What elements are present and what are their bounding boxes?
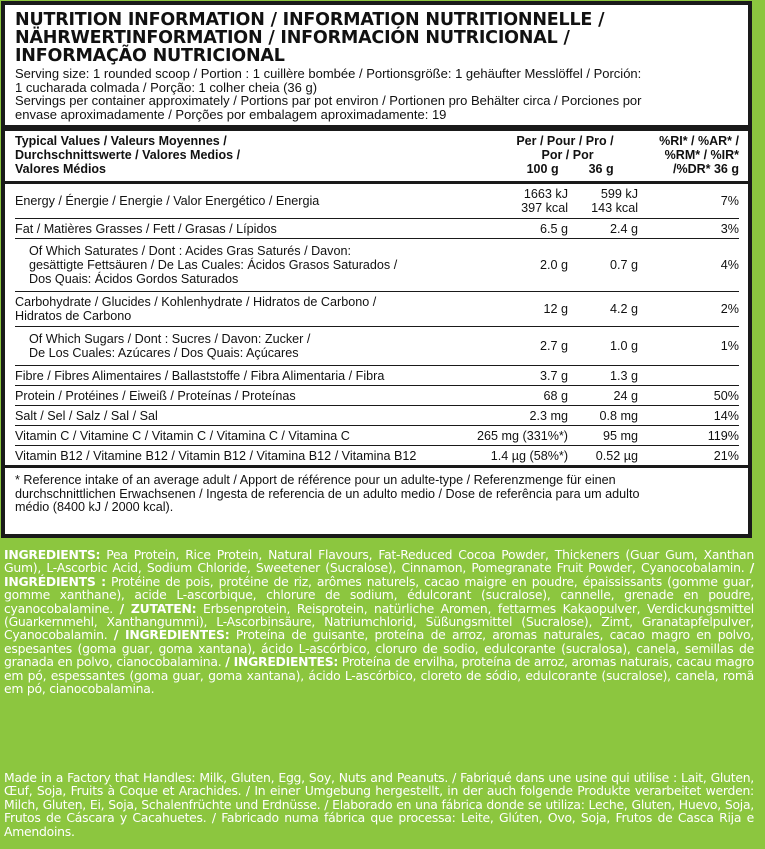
row-value-100g: 12 g [477,292,571,327]
row-label: Fat / Matières Grasses / Fett / Grasas / Lípidos [15,219,477,239]
ingredients-label-en: INGREDIENTS: [4,547,101,562]
row-value-ri [641,366,739,386]
serving-size-line: 1 cucharada colmada / Porção: 1 colher cheia (36 g) [15,79,318,95]
row-label: Vitamin C / Vitamine C / Vitamin C / Vitamina C / Vitamina C [15,426,477,446]
row-value-36g: 0.8 mg [571,406,641,426]
table-row-vitamin-b12 [15,446,739,466]
ingredients-text-en: Pea Protein, Rice Protein, Natural Flavours, Fat-Reduced Cocoa Powder, Thickeners (Guar Gum, Xanthan Gum), L-Ascorbic Acid, Sodium Chloride, Sweetener (Sucralose), Cinnamon, Pomegranate Fruit Powder, Cyanocobalamin. [4,547,754,576]
header-100g: 100 g [526,162,559,176]
row-value-100g: 2.7 g [477,327,571,366]
row-value-100g: 1663 kJ 397 kcal [477,184,571,219]
table-row-carbohydrate [15,292,739,327]
row-value-36g: 0.7 g [571,239,641,292]
serving-info [15,67,739,121]
row-label: Fibre / Fibres Alimentaires / Ballaststoffe / Fibra Alimentaria / Fibra [15,366,477,386]
row-label: Of Which Saturates / Dont : Acides Gras Saturés / Davon: gesättigte Fettsäuren / De Las Cuales: Ácidos Grasos Saturados / Dos Quais: Ácidos Gordos Saturados [15,239,477,292]
allergen-factory-statement: Made in a Factory that Handles: Milk, Gluten, Egg, Soy, Nuts and Peanuts. / Fabriqué dans une usine qui utilise : Lait, Gluten, Œuf, Soja, Fruits à Coque et Arachides. / In einer Umgebung hergestellt, in der auch folgende Produkte verarbeitet werden: Milch, Gluten, Ei, Soja, Schalenfrüchte und Erdnüsse. / Elaborado en una fábrica donde se utiliza: Leche, Gluten, Huevo, Soja, Frutos de Cáscara y Cacahuetes. / Fabricado numa fábrica que processa: Leite, Glúten, Ovo, Soja, Frutos de Casca Rija e Amendoins. [4,770,754,839]
nutrition-panel [1,1,752,538]
row-value-100g: 1.4 µg (58%*) [477,446,571,466]
row-value-ri: 50% [641,386,739,406]
row-label: Of Which Sugars / Dont : Sucres / Davon: Zucker / De Los Cuales: Azúcares / Dos Quais: Açúcares [15,327,477,366]
table-header-row [15,131,739,181]
row-label: Protein / Protéines / Eiweiß / Proteínas / Proteínas [15,386,477,406]
row-value-36g: 95 mg [571,426,641,446]
header-36g: 36 g [588,162,614,176]
row-value-ri: 3% [641,219,739,239]
ingredients-text-de: Erbsenprotein, Reisprotein, natürliche Aromen, fettarmes Kakaopulver, Verdickungsmittel (Guarkernmehl, Xanthangummi), L-Ascorbinsäure, Natriumchlorid, Süßungsmittel (Sucralose), Zimt, Granatapfelpulver, Cyanocobalamin. [4,600,754,643]
row-value-100g: 2.3 mg [477,406,571,426]
row-value-ri: 1% [641,327,739,366]
table-row-salt [15,406,739,426]
ingredients-text-pt: Proteína de ervilha, proteína de arroz, aromas naturais, cacau magro em pó, espessantes (goma guar, goma xantana), ácido L-ascórbico, cloreto de sódio, edulcorante (sucralose), canela, romã em pó, cianocobalamina. [4,654,754,697]
row-value-100g: 3.7 g [477,366,571,386]
ingredients-label-es: / INGREDIENTES: [113,627,230,643]
row-value-ri: 7% [641,184,739,219]
nutrition-heading [15,11,739,65]
row-value-36g: 599 kJ 143 kcal [571,184,641,219]
row-value-36g: 4.2 g [571,292,641,327]
ingredients-block [4,548,754,695]
nutrition-table [15,131,739,181]
row-value-36g: 1.3 g [571,366,641,386]
ingredients-label-pt: / INGREDIENTES: [225,654,339,670]
table-row-energy [15,184,739,219]
row-value-36g: 24 g [571,386,641,406]
heading-line: INFORMAÇÃO NUTRICIONAL [15,46,285,66]
divider-mid [5,465,748,468]
table-row-fibre [15,366,739,386]
ingredients-label-de: / ZUTATEN: [119,600,197,616]
row-value-ri: 119% [641,426,739,446]
servings-per-container-line: Servings per container approximately / Portions par pot environ / Portionen pro Behälter circa / Porciones por [15,93,642,108]
row-value-100g: 2.0 g [477,239,571,292]
ingredients-text-es: Proteína de guisante, proteína de arroz, aromas naturales, cacao magro en polvo, espesantes (goma guar, goma xantana), ácido L-ascórbico, cloruro de sodio, edulcorante (sucralosa), canela, semillas de granada en polvo, cianocobalamina. [4,627,754,670]
table-row-fat [15,219,739,239]
table-row-sugars [15,327,739,366]
row-value-36g: 2.4 g [571,219,641,239]
ingredients-label-fr: / INGRÉDIENTS : [4,560,754,589]
table-row-saturates [15,239,739,292]
serving-size-line: Serving size: 1 rounded scoop / Portion : 1 cuillère bombée / Portionsgröße: 1 gehäufter Messlöffel / Porción: [15,66,642,81]
row-value-ri: 14% [641,406,739,426]
row-value-100g: 265 mg (331%*) [477,426,571,446]
heading-line: NÄHRWERTINFORMATION / INFORMACIÓN NUTRICIONAL / [15,28,570,48]
row-label: Salt / Sel / Salz / Sal / Sal [15,406,477,426]
row-label: Carbohydrate / Glucides / Kohlenhydrate / Hidratos de Carbono / Hidratos de Carbono [15,292,477,327]
servings-per-container-line: envase aproximadamente / Porções por embalagem aproximadamente: 19 [15,106,447,122]
row-label: Energy / Énergie / Energie / Valor Energético / Energia [15,184,477,219]
table-row-protein [15,386,739,406]
heading-line: NUTRITION INFORMATION / INFORMATION NUTRITIONNELLE / [15,10,605,30]
row-value-100g: 68 g [477,386,571,406]
nutrition-rows [15,184,739,466]
header-typical-values: Typical Values / Valeurs Moyennes / Durchschnittswerte / Valores Medios / Valores Médios [15,134,241,176]
header-ri: %RI* / %AR* / %RM* / %IR* /%DR* 36 g [659,134,739,176]
row-value-100g: 6.5 g [477,219,571,239]
row-value-ri: 21% [641,446,739,466]
row-value-ri: 4% [641,239,739,292]
table-row-vitamin-c [15,426,739,446]
row-label: Vitamin B12 / Vitamine B12 / Vitamin B12 / Vitamina B12 / Vitamina B12 [15,446,477,466]
header-per: Per / Pour / Pro / Por / Por 100 g 36 g [516,134,614,176]
reference-intake-footnote: * Reference intake of an average adult / Apport de référence pour un adulte-type / Referenzmenge für einen durchschnittlichen Erwachsenen / Ingesta de referencia de un adulto medio / Dose de referência para um adulto médio (8400 kJ / 2000 kcal). [15,473,640,514]
ingredients-text-fr: Protéine de pois, protéine de riz, arômes naturels, cacao maigre en poudre, épaississants (gomme guar, gomme xanthane), acide L-ascorbique, chlorure de sodium, édulcorant (sucralose), cannelle, grenade en poudre, cyanocobalamine. [4,573,755,616]
row-value-36g: 0.52 µg [571,446,641,466]
row-value-ri: 2% [641,292,739,327]
row-value-36g: 1.0 g [571,327,641,366]
